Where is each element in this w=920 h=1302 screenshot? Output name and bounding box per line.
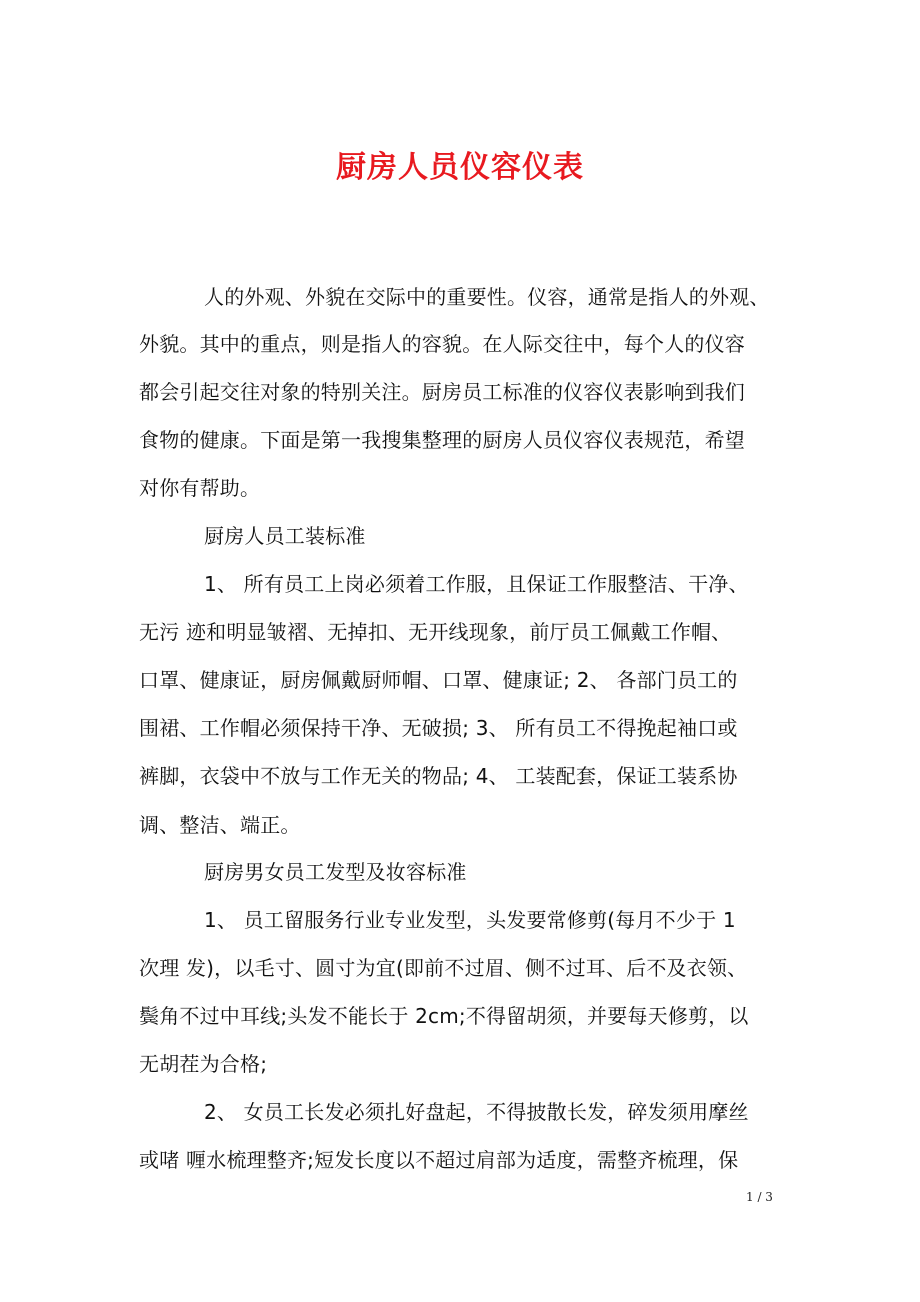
section-heading: 厨房人员工装标准 <box>204 524 366 548</box>
paragraph-line: 都会引起交往对象的特别关注。厨房员工标准的仪容仪表影响到我们 <box>139 380 745 404</box>
paragraph-line: 人的外观、外貌在交际中的重要性。仪容，通常是指人的外观、 <box>204 285 770 309</box>
page-number: 1 / 3 <box>746 1190 773 1204</box>
paragraph-line: 外貌。其中的重点，则是指人的容貌。在人际交往中，每个人的仪容 <box>139 332 745 356</box>
paragraph-line: 次理 发)，以毛寸、圆寸为宜(即前不过眉、侧不过耳、后不及衣领、 <box>139 956 748 980</box>
document-title: 厨房人员仪容仪表 <box>336 150 584 185</box>
paragraph-line: 调、整洁、端正。 <box>139 813 301 837</box>
paragraph-line: 围裙、工作帽必须保持干净、无破损; 3、 所有员工不得挽起袖口或 <box>139 716 738 740</box>
paragraph-line: 对你有帮助。 <box>139 476 261 500</box>
paragraph-line: 无胡茬为合格; <box>139 1052 268 1076</box>
paragraph-line: 口罩、健康证，厨房佩戴厨师帽、口罩、健康证; 2、 各部门员工的 <box>139 668 738 692</box>
section-heading: 厨房男女员工发型及妆容标准 <box>204 860 467 884</box>
paragraph-line: 鬓角不过中耳线;头发不能长于 2cm;不得留胡须，并要每天修剪，以 <box>139 1004 749 1028</box>
paragraph-line: 或啫 喱水梳理整齐;短发长度以不超过肩部为适度，需整齐梳理，保 <box>139 1148 739 1172</box>
paragraph-line: 1、 所有员工上岗必须着工作服，且保证工作服整洁、干净、 <box>204 572 749 596</box>
paragraph-line: 2、 女员工长发必须扎好盘起，不得披散长发，碎发须用摩丝 <box>204 1100 749 1124</box>
paragraph-line: 裤脚，衣袋中不放与工作无关的物品; 4、 工装配套，保证工装系协 <box>139 764 738 788</box>
paragraph-line: 1、 员工留服务行业专业发型，头发要常修剪(每月不少于 1 <box>204 908 736 932</box>
paragraph-line: 无污 迹和明显皱褶、无掉扣、无开线现象，前厅员工佩戴工作帽、 <box>139 620 732 644</box>
paragraph-line: 食物的健康。下面是第一我搜集整理的厨房人员仪容仪表规范，希望 <box>139 428 745 452</box>
